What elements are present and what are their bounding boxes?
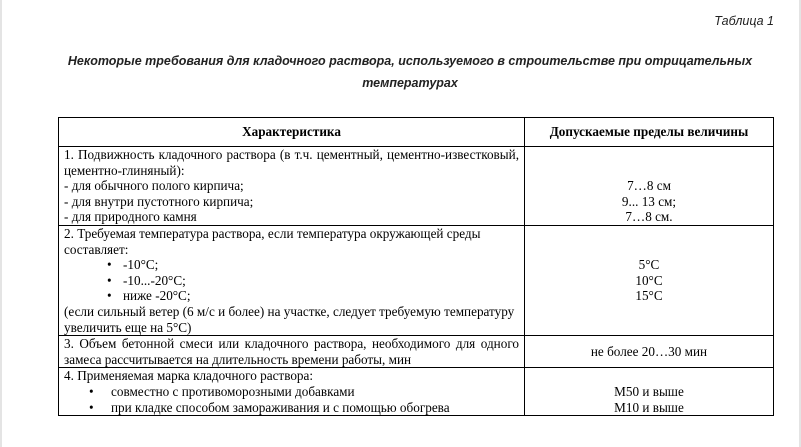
header-limits: Допускаемые пределы величины (525, 118, 774, 147)
row1-intro: 1. Подвижность кладочного раствора (в т.ч. цементный, цементно-известковый, цементно-глиняный): (64, 147, 519, 178)
row2-item-minus10: • -10°С; (107, 257, 519, 273)
row1-value-void: 9... 13 см; (621, 193, 677, 209)
row2-value-10: 10°С (635, 272, 663, 288)
row1-item-void: - для внутри пустотного кирпича; (64, 193, 254, 209)
table-row-temperature (59, 225, 774, 335)
row4-characteristic (59, 368, 525, 416)
row3-characteristic: 3. Объем бетонной смеси или кладочного раствора, необходимого для одного замеса рассчитывается на длительность времени работы, мин (59, 336, 525, 368)
row4-item-antifreeze: • совместно с противоморозными добавками (89, 384, 519, 400)
row1-value-stone: 7…8 см. (625, 209, 673, 225)
row1-item-stone: - для природного камня (64, 209, 197, 225)
row1-item-hollow: - для обычного полого кирпича; (64, 178, 244, 194)
row4-values (525, 368, 774, 416)
table-row-grade (59, 368, 774, 416)
requirements-table (58, 117, 774, 416)
row2-item-minus10-20: • -10...-20°С; (107, 273, 519, 289)
row2-item-below-minus20: • ниже -20°С; (107, 288, 519, 304)
row2-intro: 2. Требуемая температура раствора, если температура окружающей среды составляет: (64, 225, 481, 257)
row4-intro: 4. Применяемая марка кладочного раствора: (64, 368, 314, 384)
row4-value-m10: М10 и выше (614, 399, 684, 415)
row2-list (64, 257, 519, 304)
row1-value-hollow: 7…8 см (627, 178, 671, 194)
row2-note: (если сильный ветер (6 м/с и более) на участке, следует требуемую температуру увеличить еще на 5°С) (64, 303, 515, 335)
row2-value-5: 5°С (638, 257, 660, 273)
row3-value: не более 20…30 мин (525, 336, 774, 368)
page-left-border (0, 0, 2, 447)
row2-values (525, 225, 774, 335)
row1-values (525, 147, 774, 226)
table-row-mobility (59, 147, 774, 226)
row1-characteristic (59, 147, 525, 226)
table-row-volume (59, 336, 774, 368)
row4-item-freezing: • при кладке способом замораживания и с помощью обогрева (89, 400, 519, 416)
table-caption: Таблица 1 (714, 14, 774, 28)
table-header-row (59, 118, 774, 147)
row2-characteristic (59, 225, 525, 335)
row4-list (64, 384, 519, 415)
row4-value-m50: М50 и выше (614, 383, 684, 399)
row2-value-15: 15°С (635, 288, 663, 304)
table-title: Некоторые требования для кладочного раствора, используемого в строительстве при отрицательных температурах (67, 54, 753, 90)
header-characteristic: Характеристика (59, 118, 525, 147)
